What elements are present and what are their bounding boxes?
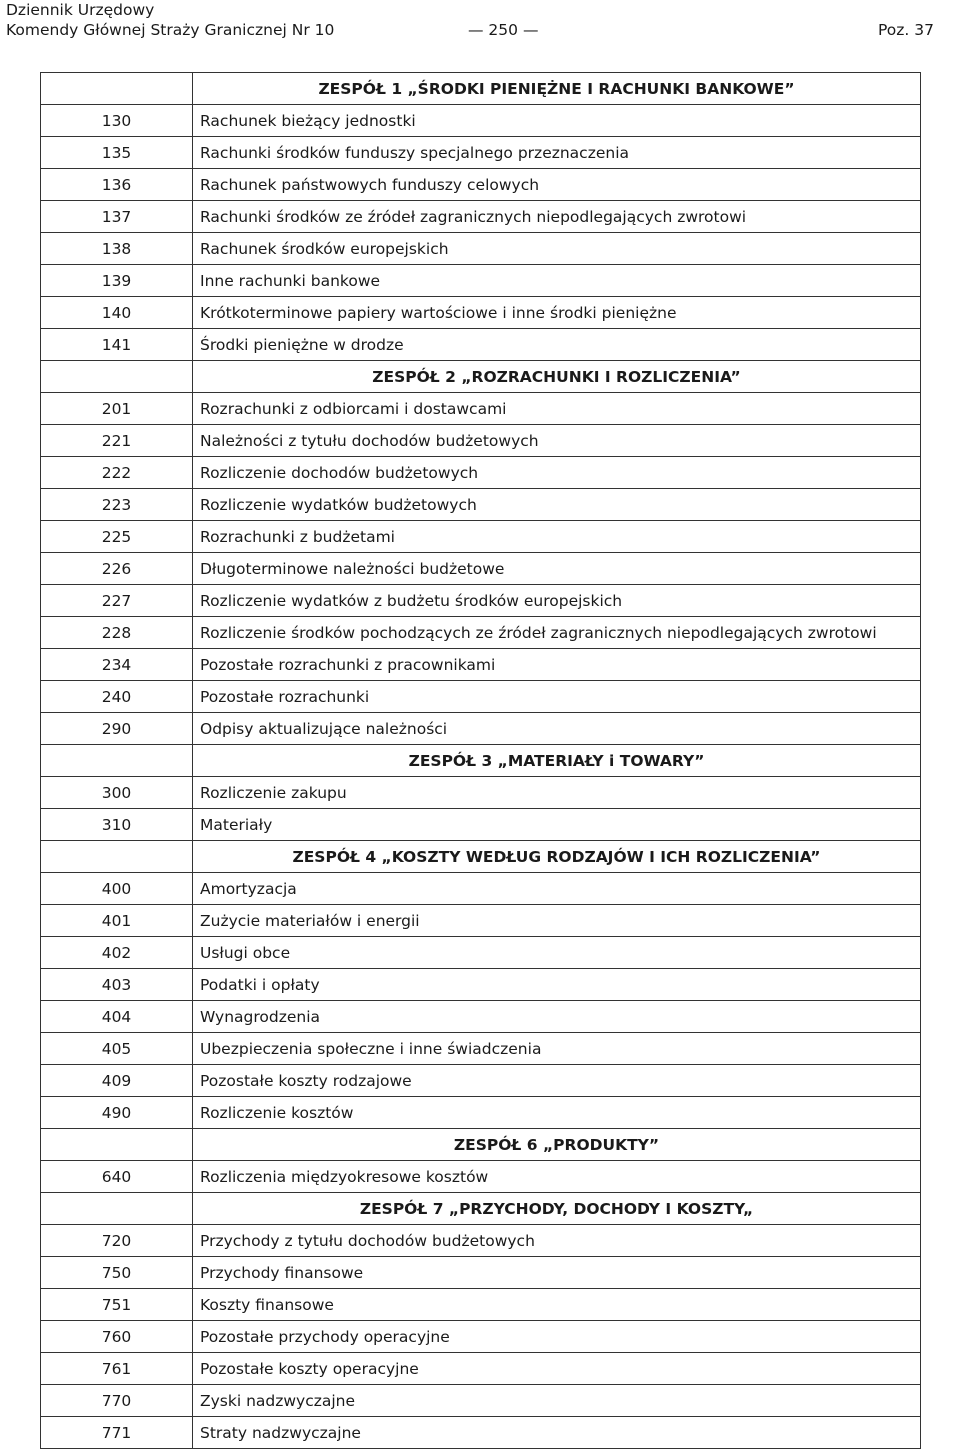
account-code: 403	[41, 969, 193, 1001]
account-name: Inne rachunki bankowe	[193, 265, 921, 297]
account-name: Odpisy aktualizujące należności	[193, 713, 921, 745]
account-name: Rachunek bieżący jednostki	[193, 105, 921, 137]
account-code: 226	[41, 553, 193, 585]
account-code: 404	[41, 1001, 193, 1033]
account-code: 760	[41, 1321, 193, 1353]
account-code: 136	[41, 169, 193, 201]
group-title: ZESPÓŁ 1 „ŚRODKI PIENIĘŻNE I RACHUNKI BANKOWE”	[193, 73, 921, 105]
account-code: 138	[41, 233, 193, 265]
account-row	[41, 873, 921, 905]
account-name: Rozliczenie środków pochodzących ze źródeł zagranicznych niepodlegających zwrotowi	[193, 617, 921, 649]
group-header-row	[41, 745, 921, 777]
account-row	[41, 137, 921, 169]
account-code: 771	[41, 1417, 193, 1449]
account-row	[41, 937, 921, 969]
account-name: Rozliczenie wydatków budżetowych	[193, 489, 921, 521]
group-code-cell	[41, 361, 193, 393]
account-name: Rozliczenie zakupu	[193, 777, 921, 809]
account-row	[41, 521, 921, 553]
account-row	[41, 1417, 921, 1449]
account-row	[41, 233, 921, 265]
account-row	[41, 649, 921, 681]
account-row	[41, 457, 921, 489]
account-code: 310	[41, 809, 193, 841]
account-code: 640	[41, 1161, 193, 1193]
account-name: Podatki i opłaty	[193, 969, 921, 1001]
account-row	[41, 905, 921, 937]
account-code: 409	[41, 1065, 193, 1097]
account-name: Rozliczenia międzyokresowe kosztów	[193, 1161, 921, 1193]
account-code: 221	[41, 425, 193, 457]
group-code-cell	[41, 1129, 193, 1161]
account-code: 490	[41, 1097, 193, 1129]
account-name: Usługi obce	[193, 937, 921, 969]
account-name: Rozrachunki z odbiorcami i dostawcami	[193, 393, 921, 425]
account-name: Zyski nadzwyczajne	[193, 1385, 921, 1417]
account-row	[41, 777, 921, 809]
group-code-cell	[41, 73, 193, 105]
account-name: Wynagrodzenia	[193, 1001, 921, 1033]
account-row	[41, 489, 921, 521]
group-code-cell	[41, 1193, 193, 1225]
account-code: 240	[41, 681, 193, 713]
account-code: 750	[41, 1257, 193, 1289]
account-code: 761	[41, 1353, 193, 1385]
account-code: 405	[41, 1033, 193, 1065]
account-name: Pozostałe rozrachunki	[193, 681, 921, 713]
account-name: Ubezpieczenia społeczne i inne świadczenia	[193, 1033, 921, 1065]
account-row	[41, 169, 921, 201]
account-row	[41, 265, 921, 297]
journal-title: Dziennik Urzędowy	[6, 1, 155, 19]
account-row	[41, 393, 921, 425]
account-row	[41, 1001, 921, 1033]
account-name: Zużycie materiałów i energii	[193, 905, 921, 937]
account-row	[41, 617, 921, 649]
account-code: 234	[41, 649, 193, 681]
group-code-cell	[41, 841, 193, 873]
account-code: 139	[41, 265, 193, 297]
account-code: 137	[41, 201, 193, 233]
account-code: 223	[41, 489, 193, 521]
account-row	[41, 1161, 921, 1193]
page-number: — 250 —	[468, 21, 539, 39]
group-code-cell	[41, 745, 193, 777]
group-header-row	[41, 361, 921, 393]
account-name: Rachunki środków ze źródeł zagranicznych niepodlegających zwrotowi	[193, 201, 921, 233]
account-row	[41, 201, 921, 233]
group-header-row	[41, 1129, 921, 1161]
account-code: 400	[41, 873, 193, 905]
account-row	[41, 713, 921, 745]
account-name: Przychody z tytułu dochodów budżetowych	[193, 1225, 921, 1257]
account-name: Rozliczenie wydatków z budżetu środków europejskich	[193, 585, 921, 617]
group-header-row	[41, 1193, 921, 1225]
group-header-row	[41, 73, 921, 105]
account-name: Koszty finansowe	[193, 1289, 921, 1321]
account-code: 300	[41, 777, 193, 809]
account-row	[41, 585, 921, 617]
account-row	[41, 681, 921, 713]
group-title: ZESPÓŁ 4 „KOSZTY WEDŁUG RODZAJÓW I ICH ROZLICZENIA”	[193, 841, 921, 873]
account-name: Pozostałe rozrachunki z pracownikami	[193, 649, 921, 681]
account-code: 228	[41, 617, 193, 649]
account-name: Przychody finansowe	[193, 1257, 921, 1289]
account-row	[41, 1321, 921, 1353]
chart-of-accounts-body	[41, 73, 921, 1449]
account-code: 770	[41, 1385, 193, 1417]
account-name: Pozostałe przychody operacyjne	[193, 1321, 921, 1353]
page-header	[6, 0, 934, 44]
account-name: Środki pieniężne w drodze	[193, 329, 921, 361]
account-row	[41, 1257, 921, 1289]
group-title: ZESPÓŁ 6 „PRODUKTY”	[193, 1129, 921, 1161]
account-name: Amortyzacja	[193, 873, 921, 905]
account-name: Rachunek państwowych funduszy celowych	[193, 169, 921, 201]
account-row	[41, 1033, 921, 1065]
account-code: 227	[41, 585, 193, 617]
account-code: 140	[41, 297, 193, 329]
group-header-row	[41, 841, 921, 873]
account-code: 401	[41, 905, 193, 937]
account-name: Należności z tytułu dochodów budżetowych	[193, 425, 921, 457]
account-row	[41, 1289, 921, 1321]
account-row	[41, 1353, 921, 1385]
account-name: Pozostałe koszty operacyjne	[193, 1353, 921, 1385]
account-row	[41, 329, 921, 361]
account-row	[41, 425, 921, 457]
account-code: 225	[41, 521, 193, 553]
group-title: ZESPÓŁ 7 „PRZYCHODY, DOCHODY I KOSZTY„	[193, 1193, 921, 1225]
account-code: 135	[41, 137, 193, 169]
account-name: Rozliczenie kosztów	[193, 1097, 921, 1129]
account-code: 222	[41, 457, 193, 489]
account-name: Krótkoterminowe papiery wartościowe i inne środki pieniężne	[193, 297, 921, 329]
account-name: Długoterminowe należności budżetowe	[193, 553, 921, 585]
account-name: Straty nadzwyczajne	[193, 1417, 921, 1449]
account-row	[41, 553, 921, 585]
account-row	[41, 969, 921, 1001]
journal-subtitle: Komendy Głównej Straży Granicznej Nr 10	[6, 21, 335, 39]
account-code: 290	[41, 713, 193, 745]
account-row	[41, 1225, 921, 1257]
group-title: ZESPÓŁ 3 „MATERIAŁY i TOWARY”	[193, 745, 921, 777]
account-code: 751	[41, 1289, 193, 1321]
account-row	[41, 809, 921, 841]
account-name: Rozrachunki z budżetami	[193, 521, 921, 553]
account-name: Rachunki środków funduszy specjalnego przeznaczenia	[193, 137, 921, 169]
account-row	[41, 105, 921, 137]
account-name: Rachunek środków europejskich	[193, 233, 921, 265]
account-name: Materiały	[193, 809, 921, 841]
account-row	[41, 1097, 921, 1129]
account-name: Rozliczenie dochodów budżetowych	[193, 457, 921, 489]
account-row	[41, 1065, 921, 1097]
account-row	[41, 1385, 921, 1417]
account-code: 720	[41, 1225, 193, 1257]
account-code: 201	[41, 393, 193, 425]
group-title: ZESPÓŁ 2 „ROZRACHUNKI I ROZLICZENIA”	[193, 361, 921, 393]
position-number: Poz. 37	[878, 21, 934, 39]
chart-of-accounts-table	[40, 72, 921, 1449]
account-row	[41, 297, 921, 329]
account-code: 402	[41, 937, 193, 969]
account-code: 141	[41, 329, 193, 361]
account-name: Pozostałe koszty rodzajowe	[193, 1065, 921, 1097]
account-code: 130	[41, 105, 193, 137]
